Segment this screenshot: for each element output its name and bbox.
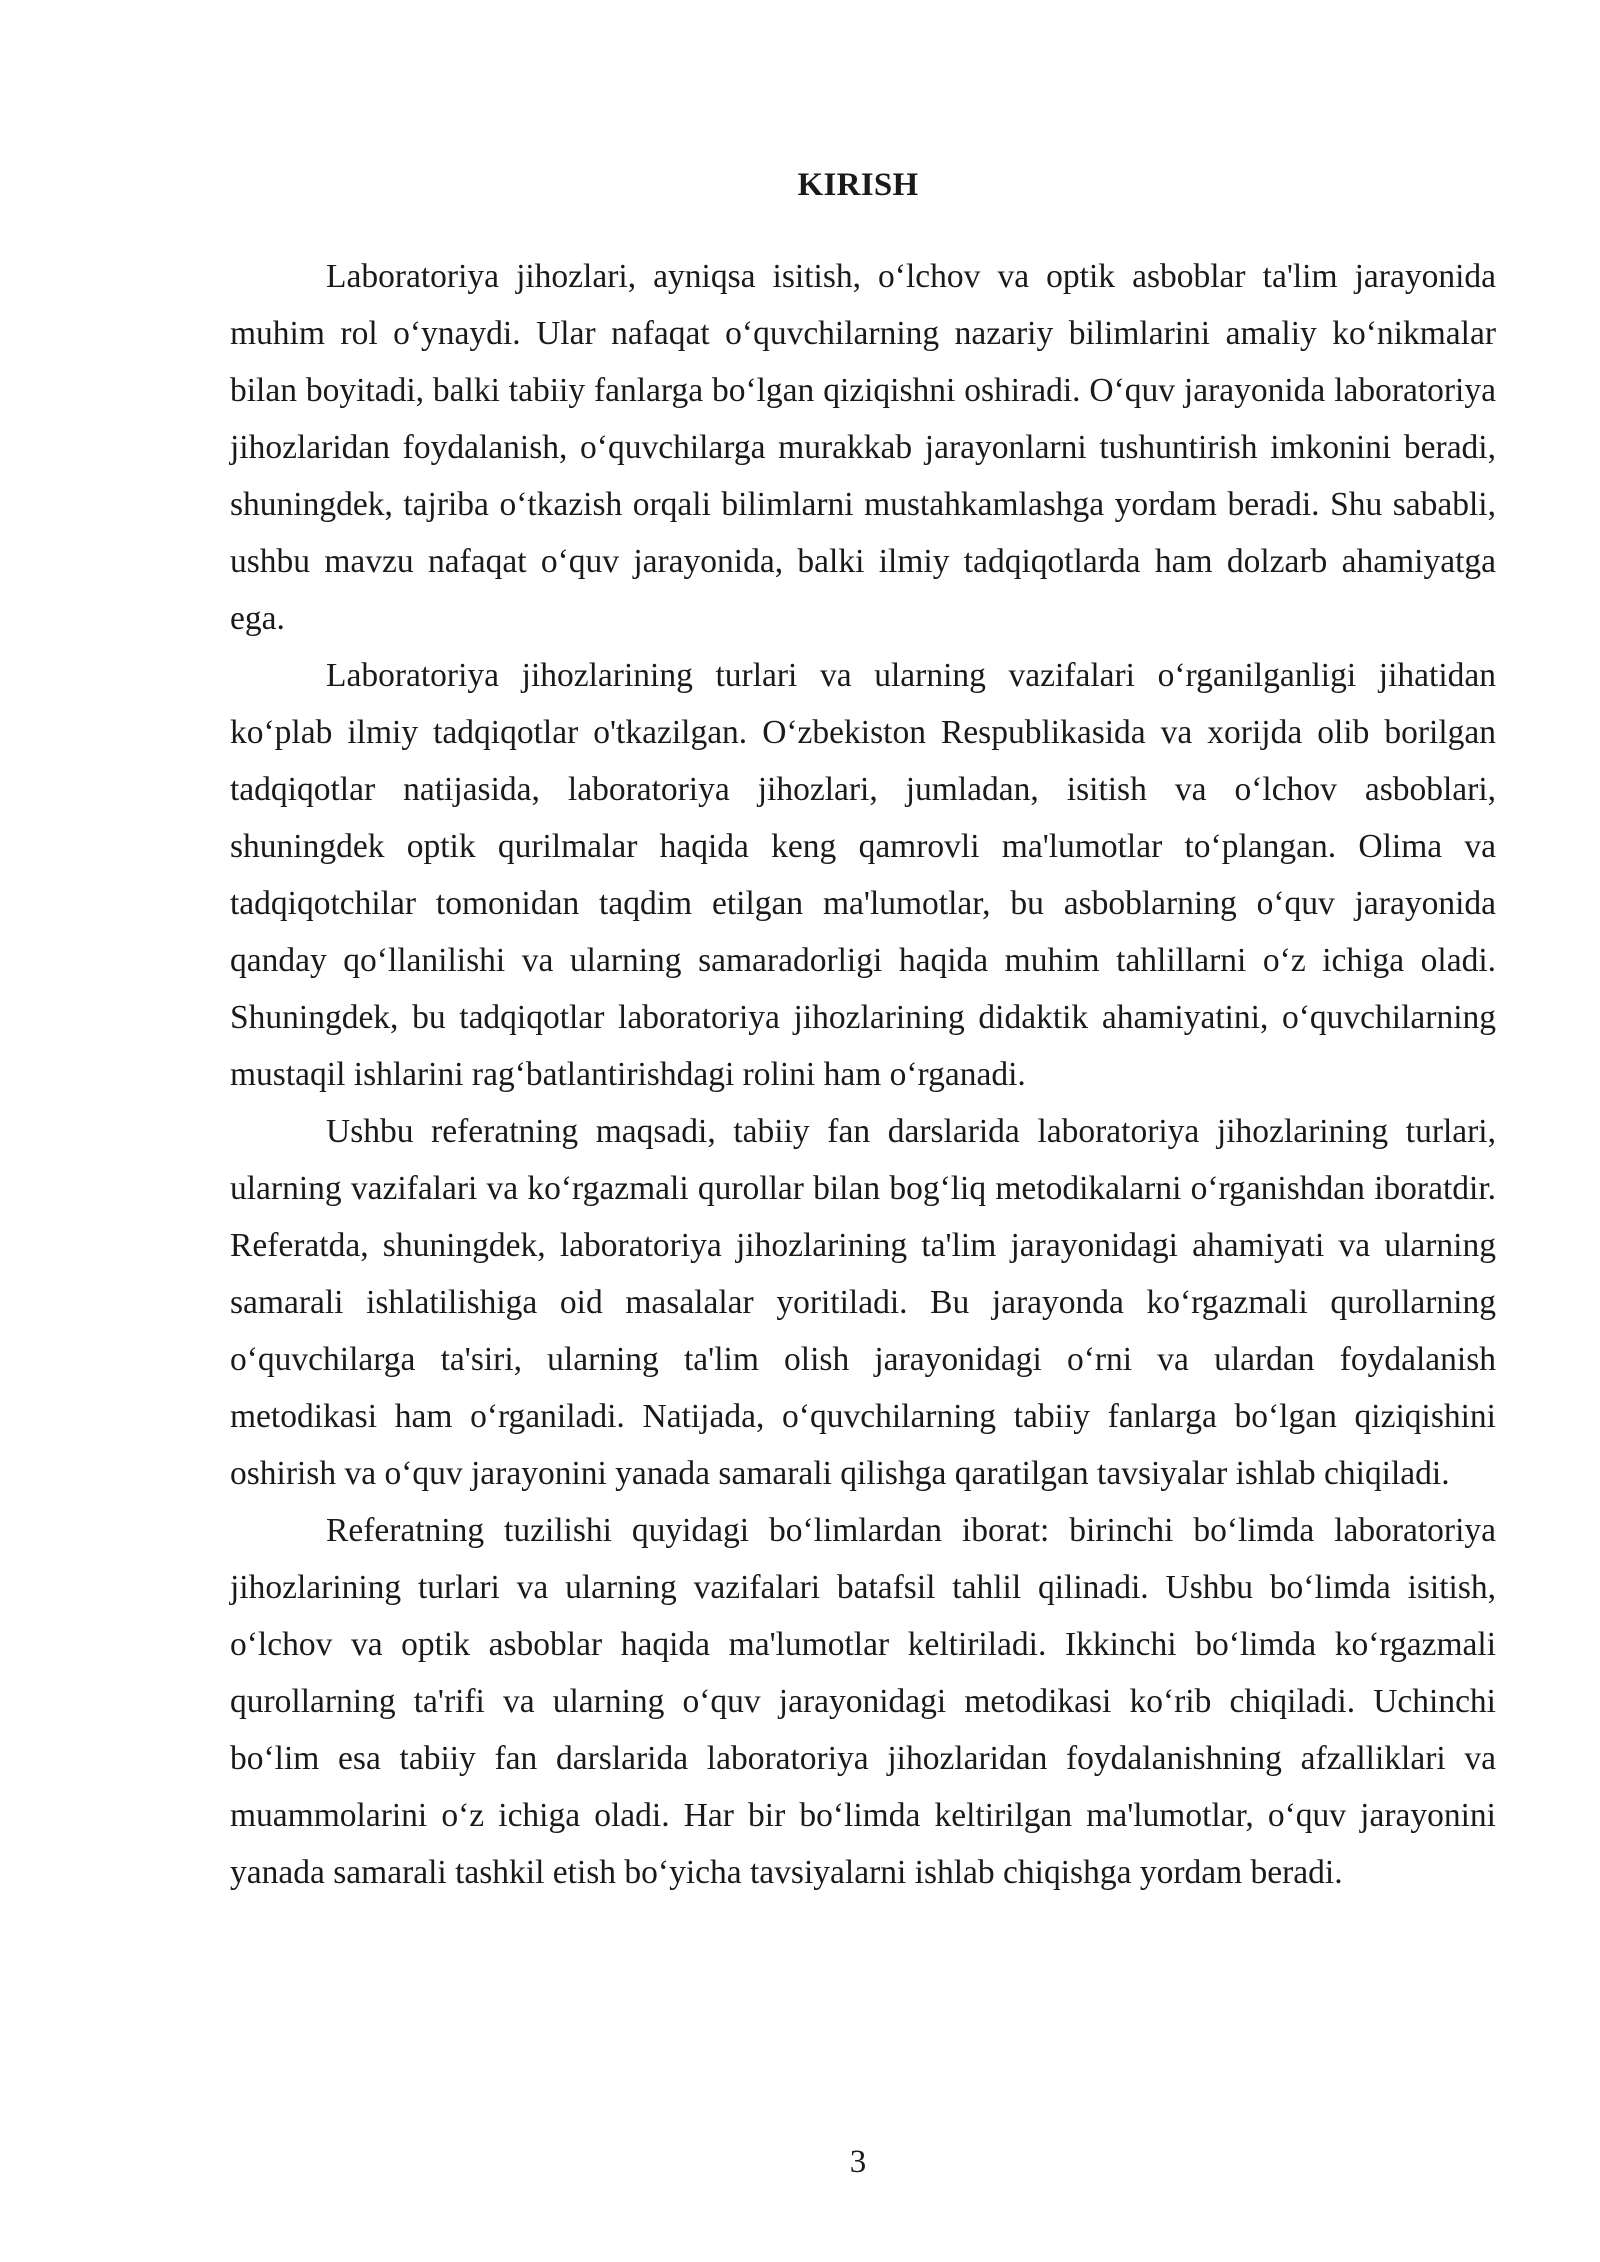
page-number: 3 xyxy=(849,2144,867,2180)
paragraph-3: Ushbu referatning maqsadi, tabiiy fan darslarida laboratoriya jihozlarining turlari, ularning vazifalari va ko‘rgazmali qurollar bilan bog‘liq metodikalarni o‘rganishdan iboratdir. Referatda, shuningdek, laboratoriya jihozlarining ta'lim jarayonidagi ahamiyati va ularning samarali ishlatilishiga oid masalalar yoritiladi. Bu jarayonda ko‘rgazmali qurollarning o‘quvchilarga ta'siri, ularning ta'lim olish jarayonidagi o‘rni va ulardan foydalanish metodikasi ham o‘rganiladi. Natijada, o‘quvchilarning tabiiy fanlarga bo‘lgan qiziqishini oshirish va o‘quv jarayonini yanada samarali qilishga qaratilgan tavsiyalar ishlab chiqiladi. xyxy=(230,1113,1496,1492)
page-title: KIRISH xyxy=(797,167,919,203)
paragraph-2: Laboratoriya jihozlarining turlari va ularning vazifalari o‘rganilganligi jihatidan ko‘plab ilmiy tadqiqotlar o'tkazilgan. O‘zbekiston Respublikasida va xorijda olib borilgan tadqiqotlar natijasida, laboratoriya jihozlari, jumladan, isitish va o‘lchov asboblari, shuningdek optik qurilmalar haqida keng qamrovli ma'lumotlar to‘plangan. Olima va tadqiqotchilar tomonidan taqdim etilgan ma'lumotlar, bu asboblarning o‘quv jarayonida qanday qo‘llanilishi va ularning samaradorligi haqida muhim tahlillarni o‘z ichiga oladi. Shuningdek, bu tadqiqotlar laboratoriya jihozlarining didaktik ahamiyatini, o‘quvchilarning mustaqil ishlarini rag‘batlantirishdagi rolini ham o‘rganadi. xyxy=(230,657,1496,1093)
paragraph-4: Referatning tuzilishi quyidagi bo‘limlardan iborat: birinchi bo‘limda laboratoriya jihozlarining turlari va ularning vazifalari batafsil tahlil qilinadi. Ushbu bo‘limda isitish, o‘lchov va optik asboblar haqida ma'lumotlar keltiriladi. Ikkinchi bo‘limda ko‘rgazmali qurollarning ta'rifi va ularning o‘quv jarayonidagi metodikasi ko‘rib chiqiladi. Uchinchi bo‘lim esa tabiiy fan darslarida laboratoriya jihozlaridan foydalanishning afzalliklari va muammolarini o‘z ichiga oladi. Har bir bo‘limda keltirilgan ma'lumotlar, o‘quv jarayonini yanada samarali tashkil etish bo‘yicha tavsiyalarni ishlab chiqishga yordam beradi. xyxy=(230,1512,1496,1891)
document-body xyxy=(230,248,1496,1901)
paragraph-1: Laboratoriya jihozlari, ayniqsa isitish, o‘lchov va optik asboblar ta'lim jarayonida muhim rol o‘ynaydi. Ular nafaqat o‘quvchilarning nazariy bilimlarini amaliy ko‘nikmalar bilan boyitadi, balki tabiiy fanlarga bo‘lgan qiziqishni oshiradi. O‘quv jarayonida laboratoriya jihozlaridan foydalanish, o‘quvchilarga murakkab jarayonlarni tushuntirish imkonini beradi, shuningdek, tajriba o‘tkazish orqali bilimlarni mustahkamlashga yordam beradi. Shu sababli, ushbu mavzu nafaqat o‘quv jarayonida, balki ilmiy tadqiqotlarda ham dolzarb ahamiyatga ega. xyxy=(230,258,1496,637)
